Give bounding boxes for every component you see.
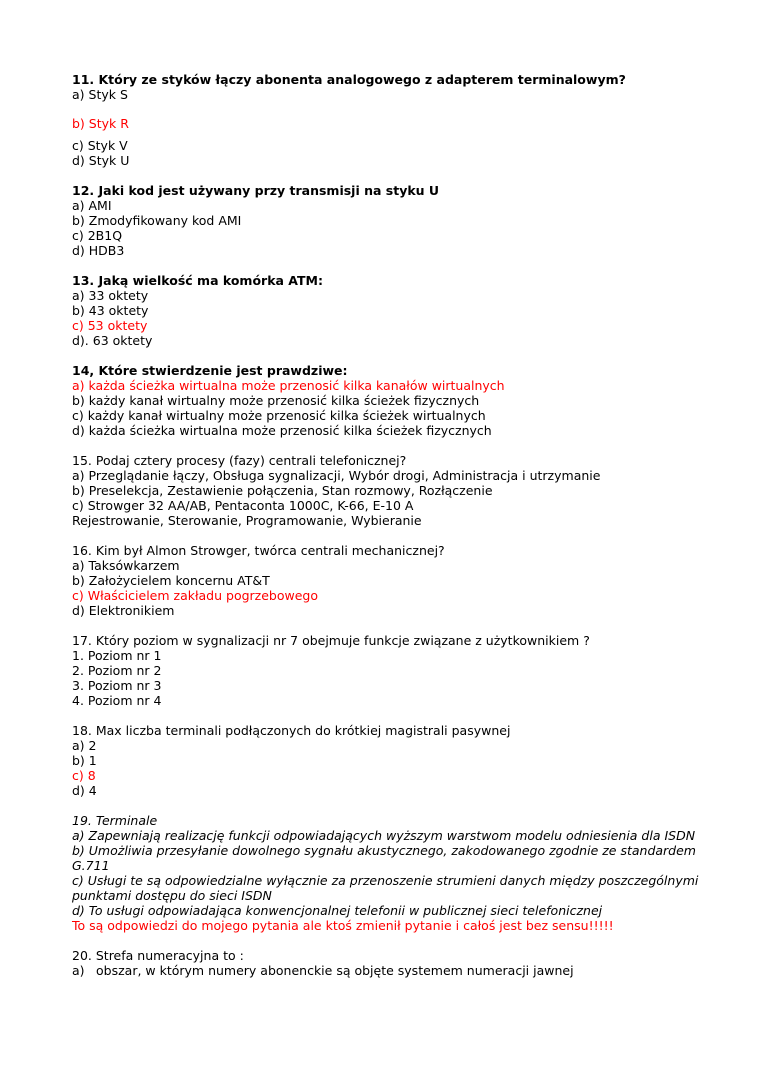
question-18-option-d: d) 4 <box>72 783 97 798</box>
question-15-title: 15. Podaj cztery procesy (fazy) centrali telefonicznej? <box>72 453 407 468</box>
question-16-option-d: d) Elektronikiem <box>72 603 175 618</box>
question-16-option-b: b) Założycielem koncernu AT&T <box>72 573 270 588</box>
document-page <box>72 72 712 993</box>
question-20-title: 20. Strefa numeracyjna to : <box>72 948 244 963</box>
question-12-option-b: b) Zmodyfikowany kod AMI <box>72 213 242 228</box>
question-18-option-b: b) 1 <box>72 753 97 768</box>
question-11-title: 11. Który ze styków łączy abonenta analogowego z adapterem terminalowym? <box>72 72 626 87</box>
question-19-option-b: b) Umożliwia przesyłanie dowolnego sygnału akustycznego, zakodowanego zgodnie ze standardem G.711 <box>72 843 696 873</box>
question-14-option-d: d) każda ścieżka wirtualna może przenosić kilka ścieżek fizycznych <box>72 423 492 438</box>
question-16 <box>72 543 712 618</box>
question-11-option-d: d) Styk U <box>72 153 130 168</box>
question-14 <box>72 363 712 438</box>
question-17-title: 17. Który poziom w sygnalizacji nr 7 obejmuje funkcje związane z użytkownikiem ? <box>72 633 590 648</box>
question-18 <box>72 723 712 798</box>
question-16-option-c-answer: c) Właścicielem zakładu pogrzebowego <box>72 588 318 603</box>
question-14-option-c: c) każdy kanał wirtualny może przenosić kilka ścieżek wirtualnych <box>72 408 486 423</box>
question-12 <box>72 183 712 258</box>
question-15-option-c: c) Strowger 32 AA/AB, Pentaconta 1000C, K-66, E-10 A <box>72 498 414 513</box>
question-18-option-a: a) 2 <box>72 738 97 753</box>
question-11-option-b-answer: b) Styk R <box>72 116 129 131</box>
question-15-option-b: b) Preselekcja, Zestawienie połączenia, Stan rozmowy, Rozłączenie <box>72 483 493 498</box>
question-17-option-4: 4. Poziom nr 4 <box>72 693 162 708</box>
question-20-option-a-text: obszar, w którym numery abonenckie są objęte systemem numeracji jawnej <box>96 963 574 978</box>
question-18-option-c-answer: c) 8 <box>72 768 96 783</box>
question-11-option-c: c) Styk V <box>72 138 128 153</box>
question-17-option-1: 1. Poziom nr 1 <box>72 648 162 663</box>
question-13-option-c-answer: c) 53 oktety <box>72 318 148 333</box>
question-19-option-a: a) Zapewniają realizację funkcji odpowiadających wyższym warstwom modelu odniesienia dla ISDN <box>72 828 696 843</box>
question-17-option-3: 3. Poziom nr 3 <box>72 678 162 693</box>
question-20-option-a-label: a) <box>72 963 85 978</box>
question-19-title: 19. Terminale <box>72 813 158 828</box>
question-14-title: 14, Które stwierdzenie jest prawdziwe: <box>72 363 348 378</box>
question-15-option-a: a) Przeglądanie łączy, Obsługa sygnalizacji, Wybór drogi, Administracja i utrzymanie <box>72 468 601 483</box>
question-14-option-b: b) każdy kanał wirtualny może przenosić kilka ścieżek fizycznych <box>72 393 480 408</box>
question-18-title: 18. Max liczba terminali podłączonych do krótkiej magistrali pasywnej <box>72 723 511 738</box>
question-13 <box>72 273 712 348</box>
question-13-option-b: b) 43 oktety <box>72 303 149 318</box>
question-19-option-c: c) Usługi te są odpowiedzialne wyłącznie za przenoszenie strumieni danych między poszczególnymi punktami dostępu do sieci ISDN <box>72 873 699 903</box>
question-13-option-a: a) 33 oktety <box>72 288 149 303</box>
question-17-option-2: 2. Poziom nr 2 <box>72 663 162 678</box>
question-12-option-c: c) 2B1Q <box>72 228 123 243</box>
question-19 <box>72 813 712 933</box>
question-12-title: 12. Jaki kod jest używany przy transmisji na styku U <box>72 183 440 198</box>
question-15-option-d: Rejestrowanie, Sterowanie, Programowanie, Wybieranie <box>72 513 422 528</box>
question-12-option-d: d) HDB3 <box>72 243 125 258</box>
question-14-option-a-answer: a) każda ścieżka wirtualna może przenosić kilka kanałów wirtualnych <box>72 378 505 393</box>
question-19-note: To są odpowiedzi do mojego pytania ale ktoś zmienił pytanie i całoś jest bez sensu!!!!! <box>72 918 614 933</box>
question-17 <box>72 633 712 708</box>
question-11-option-a: a) Styk S <box>72 87 128 102</box>
question-16-option-a: a) Taksówkarzem <box>72 558 180 573</box>
question-11 <box>72 72 712 168</box>
question-15 <box>72 453 712 528</box>
question-12-option-a: a) AMI <box>72 198 112 213</box>
question-13-option-d: d). 63 oktety <box>72 333 153 348</box>
question-19-option-d: d) To usługi odpowiadająca konwencjonalnej telefonii w publicznej sieci telefonicznej <box>72 903 603 918</box>
question-20 <box>72 948 712 978</box>
question-16-title: 16. Kim był Almon Strowger, twórca centrali mechanicznej? <box>72 543 445 558</box>
question-20-option-a <box>72 963 712 978</box>
question-13-title: 13. Jaką wielkość ma komórka ATM: <box>72 273 323 288</box>
